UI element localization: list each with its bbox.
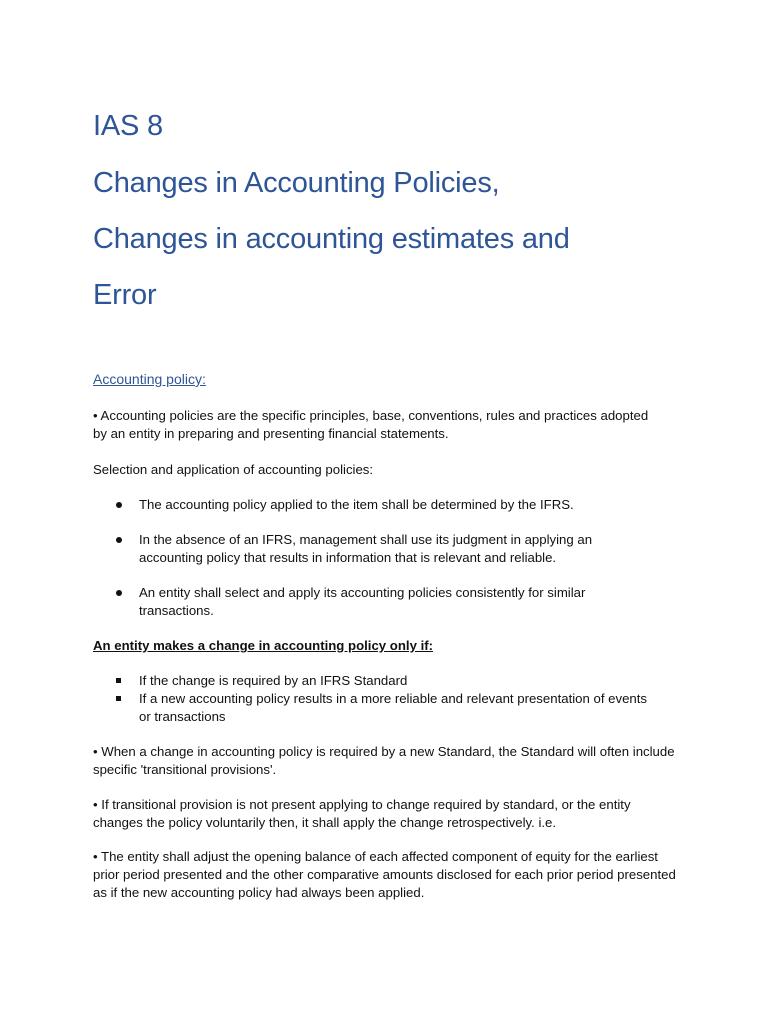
change-bullet-text: If the change is required by an IFRS Standard — [139, 673, 408, 688]
selection-bullet-text: An entity shall select and apply its accounting policies consistently for similar transactions. — [139, 585, 586, 618]
document-title-line-3: Changes in accounting estimates and — [93, 223, 570, 255]
document-title-line-4: Error — [93, 279, 157, 311]
selection-heading: Selection and application of accounting policies: — [93, 462, 374, 477]
selection-bullet-text: The accounting policy applied to the item shall be determined by the IFRS. — [139, 497, 574, 512]
document-title-line-1: IAS 8 — [93, 110, 163, 142]
definition-paragraph: • Accounting policies are the specific principles, base, conventions, rules and practices adopted by an entity in preparing and presenting financial statements. — [93, 408, 649, 441]
retrospective-application-paragraph: • If transitional provision is not present applying to change required by standard, or the entity changes the policy voluntarily then, it shall apply the change retrospectively. i.e. — [93, 797, 631, 830]
opening-balance-paragraph: • The entity shall adjust the opening balance of each affected component of equity for the earliest prior period presented and the other comparative amounts disclosed for each prior period presented as if the new accounting policy had always been applied. — [93, 849, 676, 900]
change-heading: An entity makes a change in accounting policy only if: — [93, 638, 434, 653]
transitional-provisions-paragraph: • When a change in accounting policy is required by a new Standard, the Standard will often include specific 'transitional provisions'. — [93, 744, 675, 777]
document-title-line-2: Changes in Accounting Policies, — [93, 167, 500, 199]
change-bullet-text: If a new accounting policy results in a more reliable and relevant presentation of events or transactions — [139, 691, 648, 724]
selection-bullet-text: In the absence of an IFRS, management shall use its judgment in applying an accounting policy that results in information that is relevant and reliable. — [139, 532, 593, 565]
section-heading-accounting-policy: Accounting policy: — [93, 371, 206, 387]
